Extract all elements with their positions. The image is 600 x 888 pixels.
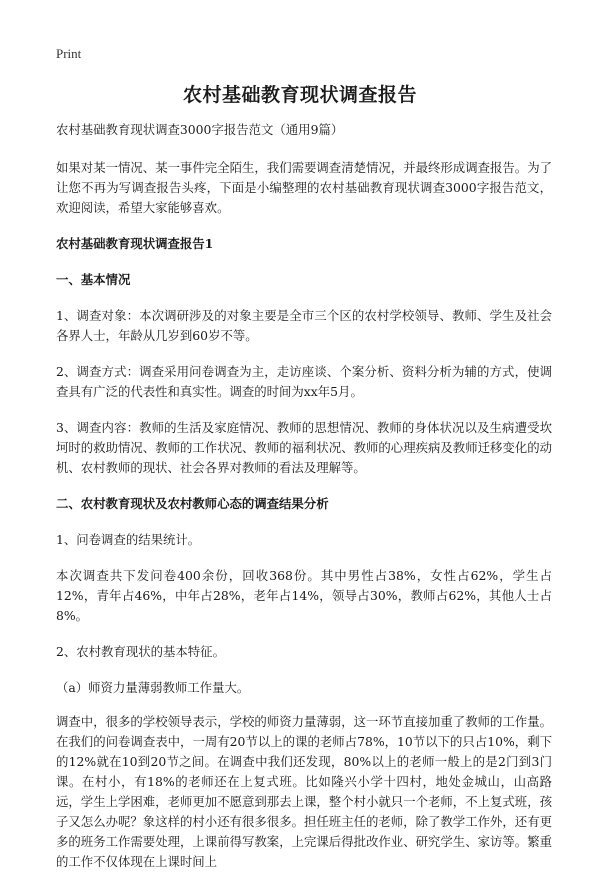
intro-paragraph: 如果对某一情况、某一事件完全陌生，我们需要调查清楚情况，并最终形成调查报告。为了让您不再为写调查报告头疼，下面是小编整理的农村基础教育现状调查3000字报告范文，欢迎阅读，希望大家能够喜欢。: [56, 160, 552, 215]
paragraph-features-title: 2、农村教育现状的基本特征。: [56, 644, 225, 659]
section-heading-basic: 一、基本情况: [56, 272, 131, 287]
section-heading-analysis: 二、农村教育现状及农村教师心态的调查结果分析: [56, 496, 329, 511]
subtitle: 农村基础教育现状调查3000字报告范文（通用9篇）: [56, 122, 344, 137]
paragraph-results-title: 1、问卷调查的结果统计。: [56, 532, 201, 547]
paragraph-survey-method: 2、调查方式：调查采用问卷调查为主，走访座谈、个案分析、资料分析为辅的方式，使调查具有广泛的代表性和真实性。调查的时间为xx年5月。: [56, 364, 552, 399]
paragraph-survey-content: 3、调查内容：教师的生活及家庭情况、教师的思想情况、教师的身体状况以及生病遭受坎坷时的救助情况、教师的工作状况、教师的福利状况、教师的心理疾病及教师迁移变化的动机、农村教师的现状、社会各界对教师的看法及理解等。: [56, 420, 552, 475]
paragraph-survey-subject: 1、调查对象：本次调研涉及的对象主要是全市三个区的农村学校领导、教师、学生及社会各界人士，年龄从几岁到60岁不等。: [56, 308, 552, 343]
paragraph-results-stats: 本次调查共下发问卷400余份，回收368份。其中男性占38%，女性占62%，学生占12%，青年占46%，中年占28%，老年占14%，领导占30%，教师占62%，其他人士占8%。: [56, 568, 552, 623]
document-body: [56, 120, 552, 888]
print-link[interactable]: Print: [56, 46, 82, 61]
paragraph-subpoint-a: （a）师资力量薄弱教师工作量大。: [56, 680, 250, 695]
paragraph-workload: 调查中，很多的学校领导表示，学校的师资力量薄弱，这一环节直接加重了教师的工作量。在我们的问卷调查表中，一周有20节以上的课的老师占78%，10节以下的只占10%，剩下的12%就在10到20节之间。在调查中我们还发现，80%以上的老师一般上的是2门到3门课。在村小，有18%的老师还在上复式班。比如隆兴小学十四村，地处金城山，山高路远，学生上学困难，老师更加不愿意到那去上课，整个村小就只一个老师，不上复式班，孩子又怎么办呢？象这样的村小还有很多很多。担任班主任的老师，除了教学工作外，还有更多的班务工作需要处理，上课前得写教案，上完课后得批改作业、研究学生、家访等。繁重的工作不仅体现在上课时间上: [56, 714, 552, 869]
page-title: 农村基础教育现状调查报告: [182, 84, 417, 106]
report-title: 农村基础教育现状调查报告1: [56, 236, 214, 251]
